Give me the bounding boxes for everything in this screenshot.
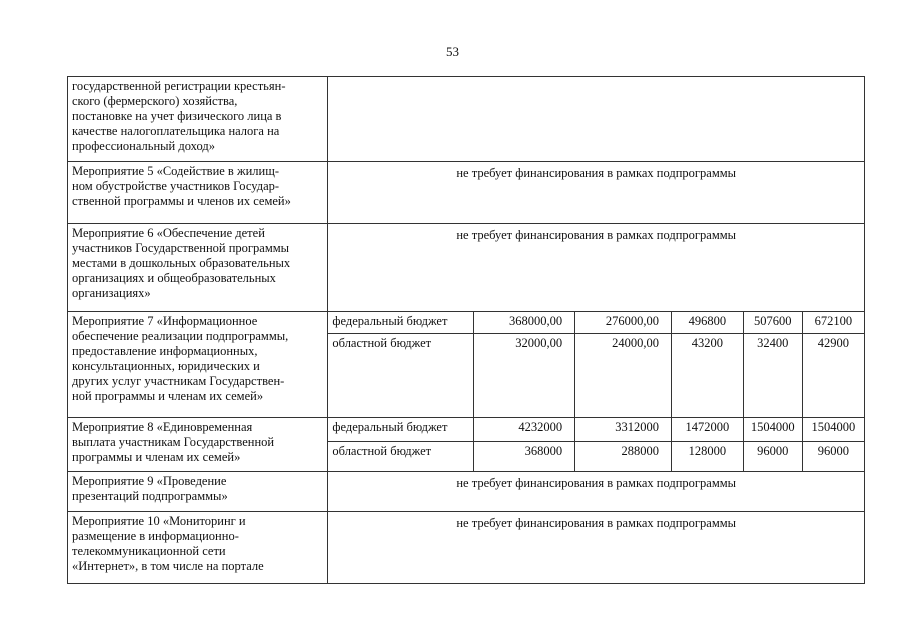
amount-cell: 96000 bbox=[802, 442, 864, 472]
budget-source: федеральный бюджет bbox=[328, 312, 473, 334]
table-row bbox=[68, 472, 865, 512]
amount-cell: 288000 bbox=[575, 442, 672, 472]
table-row bbox=[68, 224, 865, 312]
amount-cell: 1504000 bbox=[802, 418, 864, 442]
activity-cell: Мероприятие 9 «Проведение презентаций подпрограммы» bbox=[68, 472, 328, 512]
amount-cell: 32000,00 bbox=[473, 334, 574, 418]
subprogram-financing-table bbox=[67, 76, 865, 584]
note-cell: не требует финансирования в рамках подпрограммы bbox=[328, 472, 865, 512]
activity-cell: государственной регистрации крестьян- ского (фермерского) хозяйства, постановке на учет физического лица в качестве налогоплательщика налога на профессиональный доход» bbox=[68, 77, 328, 162]
budget-source: областной бюджет bbox=[328, 442, 473, 472]
activity-cell: Мероприятие 10 «Мониторинг и размещение в информационно- телекоммуникационной сети «Интернет», в том числе на портале bbox=[68, 512, 328, 584]
note-cell: не требует финансирования в рамках подпрограммы bbox=[328, 162, 865, 224]
table-row bbox=[68, 512, 865, 584]
note-cell: не требует финансирования в рамках подпрограммы bbox=[328, 512, 865, 584]
page-number: 53 bbox=[446, 44, 459, 59]
amount-cell: 507600 bbox=[743, 312, 802, 334]
amount-cell: 32400 bbox=[743, 334, 802, 418]
amount-cell: 496800 bbox=[672, 312, 744, 334]
activity-cell: Мероприятие 8 «Единовременная выплата участникам Государственной программы и членам их семей» bbox=[68, 418, 328, 472]
amount-cell: 1472000 bbox=[672, 418, 744, 442]
table-row bbox=[68, 77, 865, 162]
amount-cell: 42900 bbox=[802, 334, 864, 418]
budget-source: областной бюджет bbox=[328, 334, 473, 418]
amount-cell: 368000 bbox=[473, 442, 574, 472]
activity-cell: Мероприятие 7 «Информационное обеспечение реализации подпрограммы, предоставление информационных, консультационных, юридических и других услуг участникам Государствен- ной программы и членам их семей» bbox=[68, 312, 328, 418]
activity-cell: Мероприятие 5 «Содействие в жилищ- ном обустройстве участников Государ- ственной программы и членов их семей» bbox=[68, 162, 328, 224]
table-row bbox=[68, 312, 865, 334]
table-row bbox=[68, 162, 865, 224]
amount-cell: 672100 bbox=[802, 312, 864, 334]
amount-cell: 24000,00 bbox=[575, 334, 672, 418]
table-row bbox=[68, 418, 865, 442]
amount-cell: 1504000 bbox=[743, 418, 802, 442]
note-cell: не требует финансирования в рамках подпрограммы bbox=[328, 224, 865, 312]
amount-cell: 43200 bbox=[672, 334, 744, 418]
amount-cell: 276000,00 bbox=[575, 312, 672, 334]
amount-cell: 368000,00 bbox=[473, 312, 574, 334]
activity-cell: Мероприятие 6 «Обеспечение детей участников Государственной программы местами в дошкольных образовательных организациях и общеобразовательных организациях» bbox=[68, 224, 328, 312]
budget-source: федеральный бюджет bbox=[328, 418, 473, 442]
amount-cell: 96000 bbox=[743, 442, 802, 472]
note-cell bbox=[328, 77, 865, 162]
amount-cell: 4232000 bbox=[473, 418, 574, 442]
amount-cell: 128000 bbox=[672, 442, 744, 472]
amount-cell: 3312000 bbox=[575, 418, 672, 442]
